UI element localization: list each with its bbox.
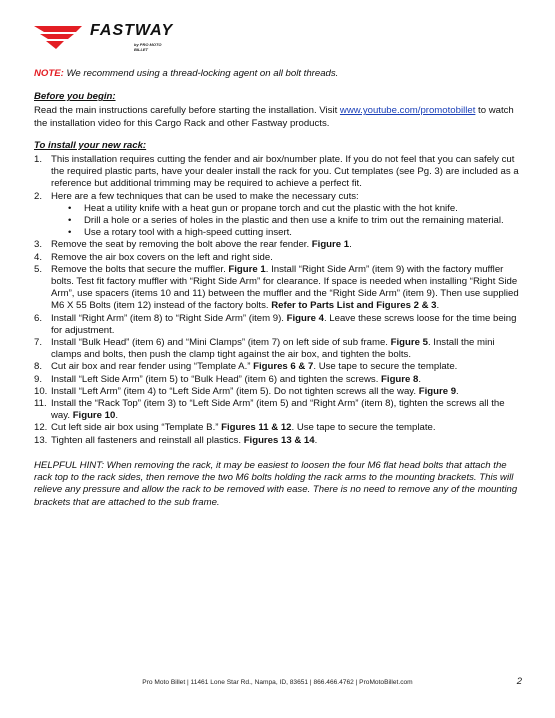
bullet-icon: • [68, 227, 72, 239]
step-6: 6. Install “Right Arm” (item 8) to “Right Side Arm” (item 9). Figure 4. Leave these screws loose for the time being for adjustment. [34, 312, 517, 336]
figure-ref: Figures 11 & 12 [221, 422, 292, 434]
footer: Pro Moto Billet | 11461 Lone Star Rd., Nampa, ID, 83651 | 866.466.4762 | ProMotoBillet.com [142, 679, 413, 686]
step-number: 8. [34, 361, 43, 373]
bullet-icon: • [68, 202, 72, 214]
step-text: This installation requires cutting the fender and air box/number plate. If you do not feel that you can safely cut the required plastic parts, have your dealer install the rack for you. Cut templates (see Pg. 3) are included as a reference but additional trimming may be required to achieve a perfect fit. [51, 154, 519, 190]
figure-ref: Figure 8 [381, 373, 419, 385]
step-number: 2. [34, 190, 43, 202]
document-body [34, 68, 524, 518]
step-number: 9. [34, 373, 43, 385]
figure-ref: Figures 13 & 14 [243, 434, 315, 446]
step-10: 10. Install “Left Arm” (item 4) to “Left Side Arm” (item 5). Do not tighten screws all the way. Figure 9. [34, 385, 459, 397]
fastway-logo [34, 22, 174, 52]
step-9: 9. Install “Left Side Arm” (item 5) to “Bulk Head” (item 6) and tighten the screws. Figure 8. [34, 373, 422, 385]
install-heading: To install your new rack: [34, 139, 147, 151]
step-1 [34, 154, 524, 191]
step-12: 12. Cut left side air box using “Template B.” Figures 11 & 12. Use tape to secure the template. [34, 422, 436, 434]
step-text: Here are a few techniques that can be used to make the necessary cuts: [51, 190, 359, 202]
note-line [34, 68, 524, 80]
step-13: 13. Tighten all fasteners and reinstall all plastics. Figures 13 & 14. [34, 434, 318, 446]
logo-subtitle: by PRO MOTO BILLET [134, 42, 162, 52]
before-text-1: Read the main instructions carefully before starting the installation. Visit [34, 105, 340, 117]
step-number: 12. [34, 422, 48, 434]
step-3: 3. Remove the seat by removing the bolt above the rear fender. Figure 1. [34, 239, 352, 251]
bullet-icon: • [68, 215, 72, 227]
step-number: 6. [34, 312, 43, 324]
note-text: We recommend using a thread-locking agent on all bolt threads. [63, 68, 339, 79]
bullet-item: • Use a rotary tool with a high-speed cutting insert. [68, 227, 292, 239]
figure-ref: Figures 6 & 7 [253, 361, 314, 373]
step-number: 3. [34, 239, 43, 251]
before-text-2: to watch the installation video for this Cargo Rack and other Fastway products. [34, 105, 514, 129]
figure-ref: Figure 4 [286, 312, 324, 324]
helpful-hint: HELPFUL HINT: When removing the rack, it may be easiest to loosen the four M6 flat head bolts that attach the rack top to the rack sides, then remove the two M6 bolts holding the rack arms to the mounting brackets. This will relieve any pressure and allow the rack to be removed with ease. There is no need to remove any of the mounting brackets that are attached to the sub frame. [34, 459, 518, 508]
figure-ref: Figure 9 [418, 385, 457, 397]
step-number: 11. [34, 398, 47, 410]
bullet-item: • Drill a hole or a series of holes in the plastic and then use a knife to trim out the remaining material. [68, 215, 504, 227]
step-number: 7. [34, 337, 43, 349]
step-4: 4. Remove the air box covers on the left and right side. [34, 251, 273, 263]
youtube-link[interactable]: www.youtube.com/promotobillet [339, 105, 476, 117]
install-steps [34, 154, 524, 447]
fastway-logo-icon [34, 22, 94, 50]
step-11: 11. Install the “Rack Top” (item 3) to “Left Side Arm” (item 5) and “Right Arm” (item 8), tighten the screws all the way. Figure 10. [34, 398, 505, 422]
before-heading: Before you begin: [34, 91, 116, 103]
figure-ref: Figure 5 [390, 337, 428, 349]
step-number: 13. [34, 434, 48, 446]
step-7: 7. Install “Bulk Head” (item 6) and “Mini Clamps” (item 7) on left side of sub frame. Figure 5. Install the mini clamps and bolts, then push the clamp tight against the air box, and tighten the bolts. [34, 337, 495, 361]
before-paragraph [34, 105, 524, 129]
step-5: 5. Remove the bolts that secure the muffler. Figure 1. Install “Right Side Arm” (item 9) with the factory muffler bolts. Test fit factory muffler with “Right Side Arm” for clearance. If space is needed when installing “Right Side Arm”, use spacers (items 10 and 11) between the muffler and the “Right Side Arm” (item 9). Then use supplied M6 X 55 Bolts (item 12) instead of the factory bolts. Refer to Parts List and Figures 2 & 3. [34, 263, 519, 312]
logo-brand: FASTWAY [90, 22, 174, 39]
step-8: 8. Cut air box and rear fender using “Template A.” Figures 6 & 7. Use tape to secure the template. [34, 361, 458, 373]
figure-ref: Figure 1 [228, 263, 266, 275]
step-2 [34, 191, 524, 240]
figure-ref: Figure 10 [72, 410, 116, 422]
figure-ref: Figure 1 [311, 239, 350, 251]
step-number: 10. [34, 385, 48, 397]
page-number: 2 [516, 676, 522, 687]
cut-techniques [51, 203, 524, 240]
bullet-item: • Heat a utility knife with a heat gun or propane torch and cut the plastic with the hot knife. [68, 202, 458, 214]
step-number: 4. [34, 251, 43, 263]
step-number: 1. [34, 154, 43, 166]
figure-ref: Refer to Parts List and Figures 2 & 3 [271, 300, 437, 312]
step-number: 5. [34, 263, 43, 275]
note-label: NOTE: [34, 68, 64, 79]
